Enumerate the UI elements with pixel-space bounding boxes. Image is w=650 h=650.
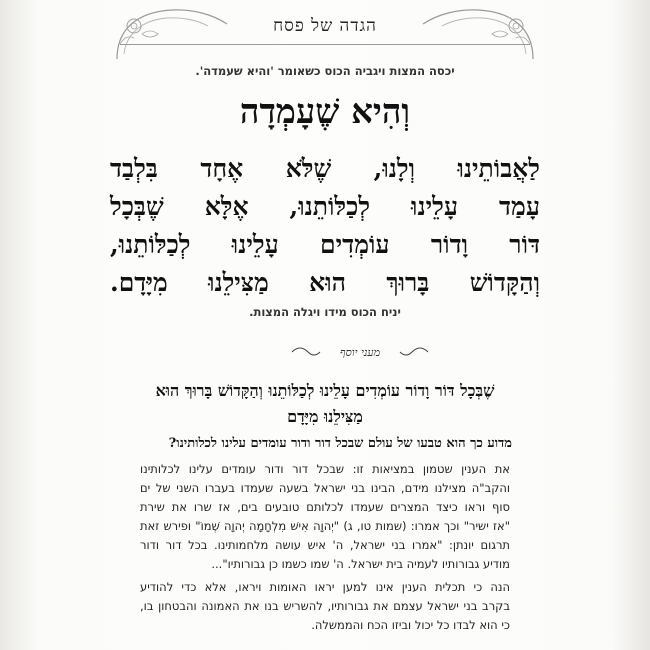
main-passage-line: וְהַקָּדוֹשׁ בָּרוּךְ הוּא מַצִּילֵנוּ מִיָּדָם. [110, 268, 540, 297]
divider-label: מעני יוסף [339, 346, 381, 359]
section-title-line: מַצִּילֵנוּ מִיָּדָם [287, 407, 363, 426]
paragraph-1 [140, 460, 510, 574]
main-passage-line: דּוֹר וָדוֹר עוֹמְדִים עָלֵינוּ לְכַלּוֹתֵנוּ, [110, 230, 540, 259]
paragraph-line: הנה כי תכלית הענין אינו למען יראו האומות ויראו, אלא כדי להודיע [140, 580, 510, 594]
instruction-top: יכסה המצות ויגביה הכוס כשאומר 'והיא שעמדה'. [195, 64, 455, 78]
paragraph-line: את הענין שטמון במציאות זו: שבכל דור ודור עומדים עלינו לכלותינו [140, 462, 510, 476]
paragraph-line: בקרב בני ישראל עצמם את גבורותיו, להשריש בנו את האמונה והבטחון בו, [140, 599, 510, 613]
section-divider-ornament-icon [290, 340, 430, 364]
paragraph-line: כי הוא לבדו כל יכול וביזו הכח והממשלה. [311, 618, 510, 632]
paragraph-line: "אז ישיר" וכך אמרו: (שמות טו, ג) "יְהוָה אִישׁ מִלְחָמָה יְהוָה שְׁמוֹ" ופירש זאת [140, 519, 510, 533]
paragraph-line: תרגום יונתן: "אמרו בני ישראל, ה' איש עושה מלחמותינו. בכל דור ודור [140, 538, 510, 552]
running-header: הגדה של פסח [273, 16, 377, 36]
question-heading: מדוע כך הוא טבעו של עולם שבכל דור ודור עומדים עלינו לכלותינו? [168, 436, 512, 451]
main-passage-line: לַאֲבוֹתֵינוּ וְלָנוּ, שֶׁלֹּא אֶחָד בִּלְבַד [110, 154, 540, 183]
main-passage-line: עָמַד עָלֵינוּ לְכַלּוֹתֵנוּ, אֶלָּא שֶׁבְּכָל [110, 192, 540, 221]
header-rule [120, 44, 530, 45]
instruction-bottom: יניח הכוס מידו ויגלה המצות. [249, 305, 401, 319]
section-title-line: שֶׁבְּכָל דּוֹר וָדוֹר עוֹמְדִים עָלֵינוּ לְכַלּוֹתֵנוּ וְהַקָּדוֹשׁ בָּרוּךְ הוּא [155, 381, 495, 400]
paragraph-2 [140, 578, 510, 635]
main-title: וְהִיא שֶׁעָמְדָה [239, 92, 411, 132]
section-title [140, 378, 510, 430]
main-passage [110, 150, 540, 302]
paragraph-line: והקב"ה מצילנו מידם, הבינו בני ישראל בשעה שעמדו בעברו השני של ים [140, 481, 510, 495]
paragraph-line: מודיע גבורותיו לעמיה בית ישראל. ה' שמו כשמו כן גבורותיו"... [211, 557, 510, 571]
paragraph-line: סוף וראו כיצד המצרים שעמדו לכלותם טובעים בים, אז שרו את שירת [140, 500, 510, 514]
